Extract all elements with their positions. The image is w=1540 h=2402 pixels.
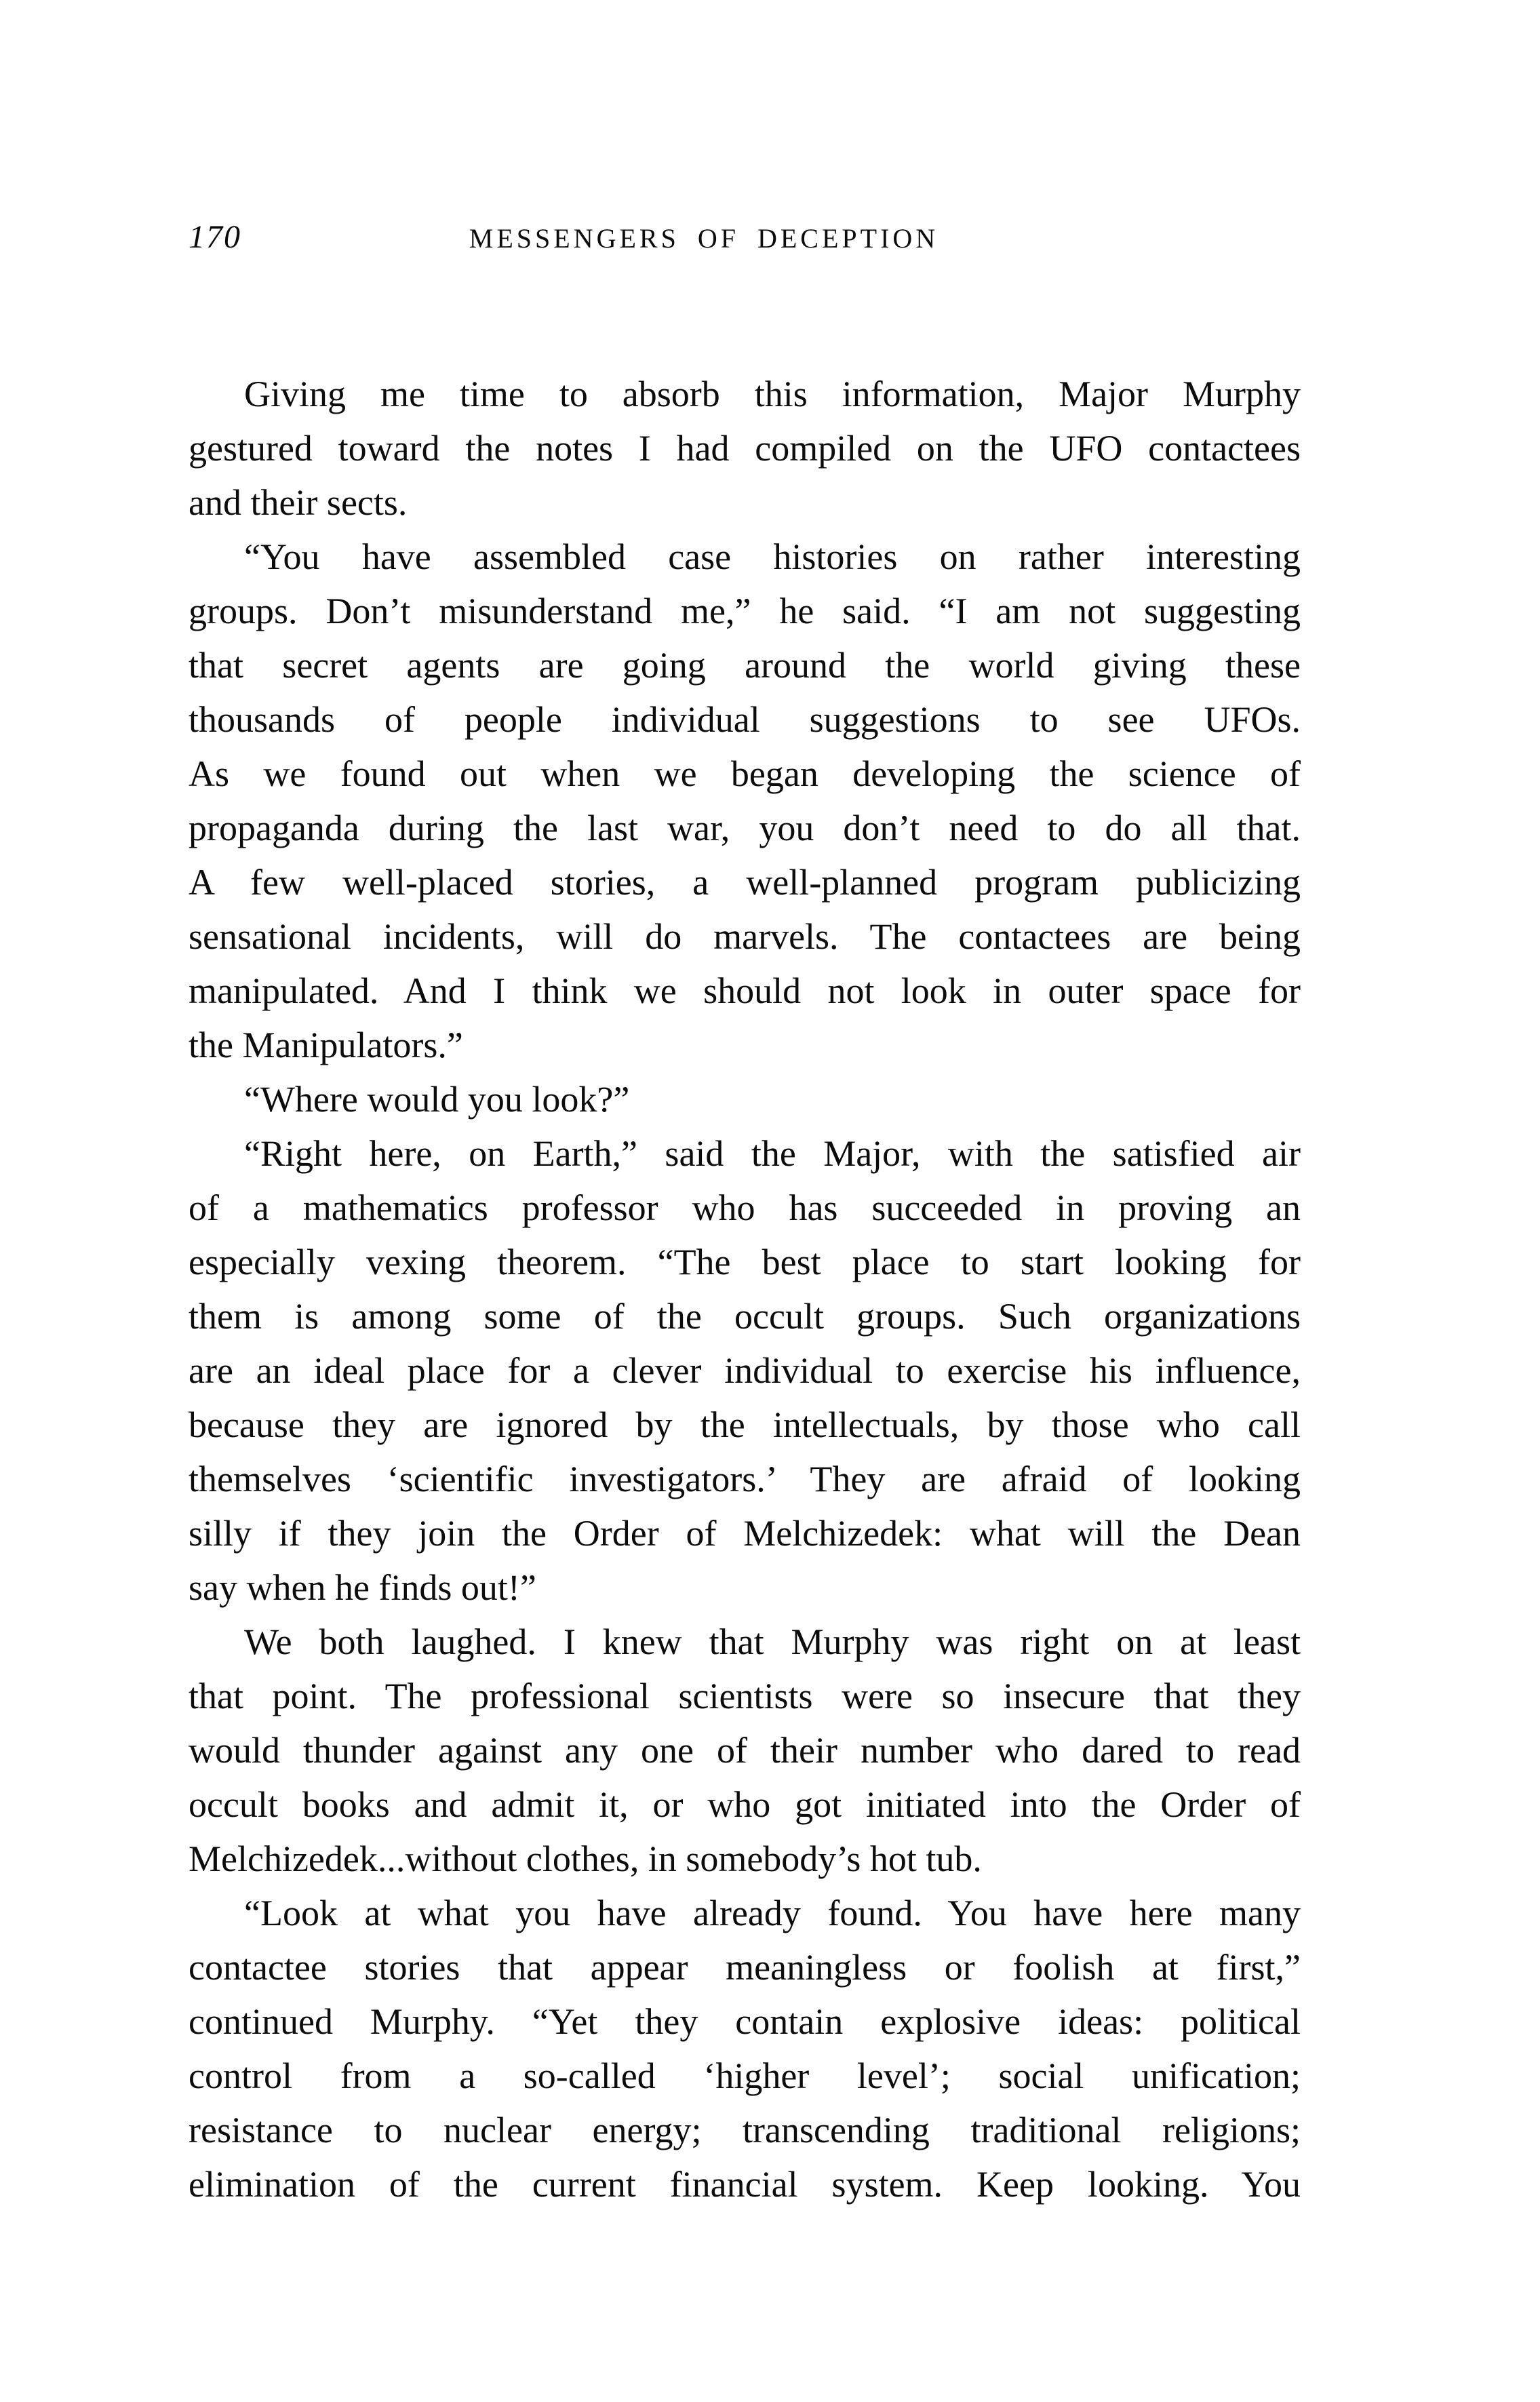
text-line: sensational incidents, will do marvels. The contactees are being (189, 916, 1301, 957)
text-line: continued Murphy. “Yet they contain explosive ideas: political (189, 2001, 1301, 2042)
text-line: We both laughed. I knew that Murphy was right on at least (244, 1621, 1301, 1662)
text-line: resistance to nuclear energy; transcending traditional religions; (189, 2110, 1301, 2150)
text-line: groups. Don’t misunderstand me,” he said. “I am not suggesting (189, 591, 1301, 631)
text-line: are an ideal place for a clever individual to exercise his influence, (189, 1350, 1301, 1391)
text-line: gestured toward the notes I had compiled on the UFO contactees (189, 428, 1301, 469)
paragraph (189, 1886, 1301, 2211)
page-header (189, 216, 1301, 259)
body-text (189, 367, 1301, 2211)
text-line: the Manipulators.” (189, 1025, 463, 1065)
paragraph (189, 530, 1301, 1072)
text-line: and their sects. (189, 482, 408, 523)
text-line: contactee stories that appear meaningless or foolish at first,” (189, 1947, 1301, 1988)
text-line: “You have assembled case histories on rather interesting (244, 536, 1301, 577)
text-line: Giving me time to absorb this information, Major Murphy (244, 374, 1301, 414)
text-line: that secret agents are going around the world giving these (189, 645, 1301, 686)
text-line: themselves ‘scientific investigators.’ They are afraid of looking (189, 1459, 1301, 1499)
text-line: that point. The professional scientists were so insecure that they (189, 1676, 1301, 1716)
text-line: elimination of the current financial system. Keep looking. You (189, 2164, 1301, 2205)
text-line: them is among some of the occult groups. Such organizations (189, 1296, 1301, 1337)
text-line: silly if they join the Order of Melchizedek: what will the Dean (189, 1513, 1301, 1554)
text-line: Melchizedek...without clothes, in somebody’s hot tub. (189, 1838, 982, 1879)
page-number: 170 (189, 219, 241, 255)
paragraph (189, 1615, 1301, 1886)
text-line: say when he finds out!” (189, 1567, 536, 1608)
text-line: “Where would you look?” (244, 1079, 630, 1120)
text-line: especially vexing theorem. “The best place to start looking for (189, 1242, 1301, 1282)
text-line: manipulated. And I think we should not look in outer space for (189, 970, 1301, 1011)
text-line: “Look at what you have already found. You have here many (244, 1893, 1301, 1933)
text-line: would thunder against any one of their number who dared to read (189, 1730, 1301, 1771)
text-line: control from a so-called ‘higher level’; social unification; (189, 2055, 1301, 2096)
paragraph (189, 367, 1301, 530)
text-line: occult books and admit it, or who got initiated into the Order of (189, 1784, 1301, 1825)
text-line: thousands of people individual suggestions to see UFOs. (189, 699, 1301, 740)
paragraph (189, 1126, 1301, 1615)
text-line: A few well-placed stories, a well-planned program publicizing (189, 862, 1301, 903)
text-line: because they are ignored by the intellectuals, by those who call (189, 1404, 1301, 1445)
text-line: As we found out when we began developing the science of (189, 753, 1301, 794)
paragraph (189, 1072, 1301, 1126)
text-line: “Right here, on Earth,” said the Major, with the satisfied air (244, 1133, 1301, 1174)
running-header: MESSENGERS OF DECEPTION (469, 223, 939, 254)
text-line: of a mathematics professor who has succeeded in proving an (189, 1187, 1301, 1228)
text-line: propaganda during the last war, you don’t need to do all that. (189, 808, 1301, 848)
